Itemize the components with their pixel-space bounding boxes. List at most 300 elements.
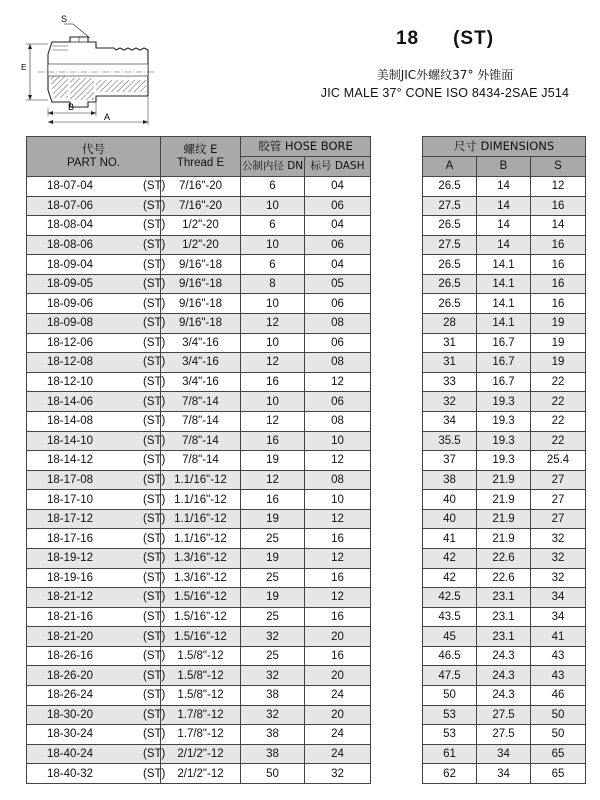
cell-gap <box>371 451 423 471</box>
cell-dn: 25 <box>241 646 305 666</box>
cell-b: 23.1 <box>477 588 531 608</box>
table-row <box>27 431 586 451</box>
cell-gap <box>371 588 423 608</box>
table-row <box>27 548 586 568</box>
cell-thread: 1.1/16"-12 <box>161 509 241 529</box>
cell-b: 16.7 <box>477 333 531 353</box>
part-suffix: (ST) <box>143 493 166 506</box>
cell-part-no <box>27 666 166 686</box>
cell-gap <box>371 509 423 529</box>
cell-part-no <box>27 177 166 197</box>
cell-dn: 16 <box>241 372 305 392</box>
table-row <box>27 353 586 373</box>
label-a: A <box>104 112 111 122</box>
cell-part-no <box>27 548 166 568</box>
table-row <box>27 177 586 197</box>
cell-part-no <box>27 725 166 745</box>
cell-dash: 08 <box>305 470 371 490</box>
part-suffix: (ST) <box>143 278 166 291</box>
cell-gap <box>371 490 423 510</box>
part-suffix: (ST) <box>143 650 166 663</box>
cell-thread: 1.7/8"-12 <box>161 705 241 725</box>
part-number: 18-07-04 <box>47 180 94 193</box>
table-row <box>27 314 586 334</box>
cell-dash: 16 <box>305 529 371 549</box>
cell-thread: 1.5/8"-12 <box>161 666 241 686</box>
cell-b: 21.9 <box>477 470 531 490</box>
cell-part-no <box>27 372 166 392</box>
cell-s: 43 <box>531 646 586 666</box>
part-number: 18-09-08 <box>47 317 94 330</box>
table-row <box>27 705 586 725</box>
header-gap <box>371 137 423 177</box>
cell-part-no <box>27 627 166 647</box>
cell-part-no <box>27 686 166 706</box>
cell-dash: 06 <box>305 196 371 216</box>
cell-a: 37 <box>423 451 477 471</box>
header-thread-cn: 螺纹 E <box>183 142 218 156</box>
part-number: 18-08-06 <box>47 239 94 252</box>
cell-b: 14.1 <box>477 314 531 334</box>
part-number: 18-12-06 <box>47 336 94 349</box>
cell-thread: 1.3/16"-12 <box>161 548 241 568</box>
cell-b: 14 <box>477 177 531 197</box>
part-suffix: (ST) <box>143 199 166 212</box>
cell-dash: 16 <box>305 568 371 588</box>
cell-a: 27.5 <box>423 196 477 216</box>
product-series: (ST) <box>453 28 495 49</box>
cell-gap <box>371 548 423 568</box>
cell-b: 19.3 <box>477 392 531 412</box>
cell-b: 23.1 <box>477 627 531 647</box>
cell-thread: 1.1/16"-12 <box>161 470 241 490</box>
title-block <box>300 28 590 100</box>
cell-b: 14.1 <box>477 274 531 294</box>
cell-dn: 19 <box>241 451 305 471</box>
cell-dash: 24 <box>305 725 371 745</box>
part-suffix: (ST) <box>143 376 166 389</box>
cell-dash: 04 <box>305 216 371 236</box>
cell-s: 16 <box>531 294 586 314</box>
cell-thread: 1.5/8"-12 <box>161 686 241 706</box>
part-number: 18-12-08 <box>47 356 94 369</box>
cell-b: 14.1 <box>477 255 531 275</box>
cell-a: 43.5 <box>423 607 477 627</box>
cell-b: 24.3 <box>477 646 531 666</box>
part-suffix: (ST) <box>143 591 166 604</box>
cell-dn: 10 <box>241 235 305 255</box>
cell-dash: 12 <box>305 372 371 392</box>
cell-gap <box>371 529 423 549</box>
cell-dn: 32 <box>241 705 305 725</box>
cell-dash: 06 <box>305 392 371 412</box>
cell-gap <box>371 764 423 784</box>
table-row <box>27 196 586 216</box>
cell-part-no <box>27 646 166 666</box>
cell-part-no <box>27 588 166 608</box>
cell-part-no <box>27 744 166 764</box>
cell-gap <box>371 392 423 412</box>
cell-a: 26.5 <box>423 177 477 197</box>
cell-thread: 7/8"-14 <box>161 411 241 431</box>
cell-a: 27.5 <box>423 235 477 255</box>
cell-b: 24.3 <box>477 686 531 706</box>
cell-dash: 16 <box>305 607 371 627</box>
part-number: 18-07-06 <box>47 199 94 212</box>
header-dn: 公制内径 DN <box>241 157 305 177</box>
part-number: 18-09-06 <box>47 297 94 310</box>
cell-s: 32 <box>531 529 586 549</box>
cell-b: 21.9 <box>477 509 531 529</box>
header-part-no <box>27 137 161 177</box>
cell-part-no <box>27 274 166 294</box>
cell-dash: 12 <box>305 509 371 529</box>
cell-s: 41 <box>531 627 586 647</box>
part-number: 18-09-04 <box>47 258 94 271</box>
cell-s: 22 <box>531 392 586 412</box>
table-row <box>27 686 586 706</box>
cell-thread: 1.1/16"-12 <box>161 529 241 549</box>
cell-dash: 12 <box>305 548 371 568</box>
cell-gap <box>371 470 423 490</box>
cell-dn: 50 <box>241 764 305 784</box>
part-suffix: (ST) <box>143 336 166 349</box>
table-row <box>27 509 586 529</box>
cell-thread: 7/8"-14 <box>161 392 241 412</box>
cell-a: 26.5 <box>423 294 477 314</box>
cell-thread: 1.5/16"-12 <box>161 607 241 627</box>
cell-part-no <box>27 764 166 784</box>
table-body <box>27 177 586 784</box>
part-suffix: (ST) <box>143 434 166 447</box>
cell-a: 35.5 <box>423 431 477 451</box>
cell-part-no <box>27 333 166 353</box>
cell-a: 40 <box>423 490 477 510</box>
table-row <box>27 451 586 471</box>
cell-part-no <box>27 451 166 471</box>
cell-b: 16.7 <box>477 353 531 373</box>
cell-part-no <box>27 431 166 451</box>
cell-s: 32 <box>531 548 586 568</box>
part-number: 18-21-20 <box>47 630 94 643</box>
header-part-no-cn: 代号 <box>82 142 105 156</box>
cell-gap <box>371 705 423 725</box>
part-number: 18-17-16 <box>47 532 94 545</box>
table-row <box>27 646 586 666</box>
fitting-drawing <box>18 4 158 126</box>
cell-a: 26.5 <box>423 216 477 236</box>
cell-s: 22 <box>531 372 586 392</box>
part-suffix: (ST) <box>143 767 166 780</box>
cell-dash: 12 <box>305 588 371 608</box>
cell-thread: 2/1/2"-12 <box>161 764 241 784</box>
cell-a: 46.5 <box>423 646 477 666</box>
part-suffix: (ST) <box>143 317 166 330</box>
cell-dn: 38 <box>241 744 305 764</box>
cell-b: 27.5 <box>477 725 531 745</box>
part-suffix: (ST) <box>143 415 166 428</box>
cell-b: 19.3 <box>477 451 531 471</box>
cell-thread: 1.5/16"-12 <box>161 588 241 608</box>
cell-s: 50 <box>531 705 586 725</box>
part-number: 18-14-10 <box>47 434 94 447</box>
table-row <box>27 372 586 392</box>
part-suffix: (ST) <box>143 454 166 467</box>
table-row <box>27 588 586 608</box>
cell-s: 46 <box>531 686 586 706</box>
subtitle-english: JIC MALE 37° CONE ISO 8434-2SAE J514 <box>320 86 570 100</box>
cell-s: 50 <box>531 725 586 745</box>
cell-s: 34 <box>531 588 586 608</box>
cell-dn: 10 <box>241 294 305 314</box>
cell-dash: 08 <box>305 353 371 373</box>
cell-a: 53 <box>423 725 477 745</box>
cell-s: 16 <box>531 255 586 275</box>
part-suffix: (ST) <box>143 297 166 310</box>
cell-b: 24.3 <box>477 666 531 686</box>
cell-s: 22 <box>531 431 586 451</box>
cell-gap <box>371 333 423 353</box>
part-number: 18-26-24 <box>47 689 94 702</box>
part-number: 18-30-20 <box>47 708 94 721</box>
cell-dash: 10 <box>305 490 371 510</box>
cell-dn: 12 <box>241 353 305 373</box>
cell-dash: 20 <box>305 666 371 686</box>
cell-s: 27 <box>531 490 586 510</box>
label-e: E <box>21 63 27 72</box>
part-number: 18-19-12 <box>47 552 94 565</box>
part-suffix: (ST) <box>143 728 166 741</box>
part-suffix: (ST) <box>143 669 166 682</box>
cell-gap <box>371 725 423 745</box>
product-code-number: 18 <box>395 28 420 49</box>
cell-a: 31 <box>423 353 477 373</box>
cell-dn: 25 <box>241 568 305 588</box>
part-suffix: (ST) <box>143 748 166 761</box>
cell-gap <box>371 177 423 197</box>
cell-s: 19 <box>531 353 586 373</box>
cell-b: 21.9 <box>477 529 531 549</box>
cell-dash: 20 <box>305 705 371 725</box>
cell-dn: 19 <box>241 588 305 608</box>
cell-dn: 32 <box>241 666 305 686</box>
cell-b: 19.3 <box>477 431 531 451</box>
header-thread-en: Thread E <box>176 157 225 169</box>
part-suffix: (ST) <box>143 571 166 584</box>
cell-part-no <box>27 196 166 216</box>
cell-a: 26.5 <box>423 274 477 294</box>
cell-thread: 7/16"-20 <box>161 196 241 216</box>
cell-s: 12 <box>531 177 586 197</box>
part-number: 18-40-32 <box>47 767 94 780</box>
cell-s: 27 <box>531 509 586 529</box>
part-number: 18-40-24 <box>47 748 94 761</box>
cell-gap <box>371 294 423 314</box>
cell-thread: 7/8"-14 <box>161 451 241 471</box>
cell-part-no <box>27 314 166 334</box>
label-s: S <box>61 14 68 24</box>
part-number: 18-26-20 <box>47 669 94 682</box>
cell-dn: 10 <box>241 392 305 412</box>
part-suffix: (ST) <box>143 356 166 369</box>
cell-gap <box>371 255 423 275</box>
cell-b: 22.6 <box>477 548 531 568</box>
cell-s: 22 <box>531 411 586 431</box>
cell-thread: 1/2"-20 <box>161 235 241 255</box>
table-row <box>27 744 586 764</box>
part-number: 18-21-12 <box>47 591 94 604</box>
table-row <box>27 627 586 647</box>
part-suffix: (ST) <box>143 708 166 721</box>
cell-dash: 04 <box>305 177 371 197</box>
cell-b: 19.3 <box>477 411 531 431</box>
cell-a: 42 <box>423 548 477 568</box>
cell-thread: 1/2"-20 <box>161 216 241 236</box>
cell-dn: 6 <box>241 255 305 275</box>
cell-b: 34 <box>477 764 531 784</box>
table-row <box>27 216 586 236</box>
cell-dn: 19 <box>241 548 305 568</box>
cell-a: 41 <box>423 529 477 549</box>
cell-gap <box>371 431 423 451</box>
cell-b: 23.1 <box>477 607 531 627</box>
table-row <box>27 725 586 745</box>
cell-dash: 04 <box>305 255 371 275</box>
cell-part-no <box>27 529 166 549</box>
part-number: 18-17-12 <box>47 513 94 526</box>
header-b: B <box>477 157 531 177</box>
cell-thread: 2/1/2"-12 <box>161 744 241 764</box>
cell-thread: 1.5/16"-12 <box>161 627 241 647</box>
cell-dash: 20 <box>305 627 371 647</box>
cell-dash: 24 <box>305 744 371 764</box>
part-number: 18-30-24 <box>47 728 94 741</box>
cell-gap <box>371 353 423 373</box>
table-row <box>27 666 586 686</box>
cell-a: 26.5 <box>423 255 477 275</box>
part-number: 18-08-04 <box>47 219 94 232</box>
cell-dash: 05 <box>305 274 371 294</box>
header-dimensions: 尺寸 DIMENSIONS <box>423 137 586 157</box>
cell-dn: 12 <box>241 314 305 334</box>
cell-s: 16 <box>531 196 586 216</box>
cell-dn: 25 <box>241 607 305 627</box>
cell-thread: 1.1/16"-12 <box>161 490 241 510</box>
cell-part-no <box>27 705 166 725</box>
cell-dash: 06 <box>305 235 371 255</box>
part-suffix: (ST) <box>143 473 166 486</box>
header-part-no-en: PART NO. <box>66 157 121 169</box>
cell-b: 27.5 <box>477 705 531 725</box>
cell-thread: 9/16"-18 <box>161 314 241 334</box>
cell-dn: 12 <box>241 470 305 490</box>
cell-a: 50 <box>423 686 477 706</box>
cell-gap <box>371 235 423 255</box>
part-suffix: (ST) <box>143 239 166 252</box>
cell-gap <box>371 314 423 334</box>
cell-dn: 25 <box>241 529 305 549</box>
cell-thread: 7/8"-14 <box>161 431 241 451</box>
cell-part-no <box>27 490 166 510</box>
cell-gap <box>371 627 423 647</box>
spec-table <box>26 136 586 784</box>
cell-dash: 12 <box>305 451 371 471</box>
cell-dn: 16 <box>241 431 305 451</box>
cell-thread: 7/16"-20 <box>161 177 241 197</box>
cell-thread: 1.5/8"-12 <box>161 646 241 666</box>
cell-a: 42 <box>423 568 477 588</box>
part-suffix: (ST) <box>143 180 166 193</box>
header-s: S <box>531 157 586 177</box>
cell-dash: 24 <box>305 686 371 706</box>
cell-gap <box>371 666 423 686</box>
cell-gap <box>371 216 423 236</box>
cell-dash: 16 <box>305 646 371 666</box>
cell-dn: 8 <box>241 274 305 294</box>
cell-dn: 32 <box>241 627 305 647</box>
cell-dash: 32 <box>305 764 371 784</box>
part-number: 18-09-05 <box>47 278 94 291</box>
part-suffix: (ST) <box>143 552 166 565</box>
table-row <box>27 255 586 275</box>
table-row <box>27 764 586 784</box>
cell-a: 33 <box>423 372 477 392</box>
table-row <box>27 568 586 588</box>
cell-a: 42.5 <box>423 588 477 608</box>
cell-a: 47.5 <box>423 666 477 686</box>
cell-part-no <box>27 255 166 275</box>
cell-s: 65 <box>531 744 586 764</box>
cell-part-no <box>27 470 166 490</box>
part-number: 18-26-16 <box>47 650 94 663</box>
cell-s: 19 <box>531 333 586 353</box>
header-hose-bore: 胶管 HOSE BORE <box>241 137 371 157</box>
cell-dn: 10 <box>241 196 305 216</box>
table-row <box>27 392 586 412</box>
cell-part-no <box>27 568 166 588</box>
cell-thread: 3/4"-16 <box>161 372 241 392</box>
part-suffix: (ST) <box>143 513 166 526</box>
cell-thread: 9/16"-18 <box>161 274 241 294</box>
part-suffix: (ST) <box>143 258 166 271</box>
cell-b: 14 <box>477 196 531 216</box>
part-number: 18-14-08 <box>47 415 94 428</box>
part-number: 18-21-16 <box>47 611 94 623</box>
cell-part-no <box>27 392 166 412</box>
cell-a: 34 <box>423 411 477 431</box>
cell-s: 14 <box>531 216 586 236</box>
part-number: 18-19-16 <box>47 571 94 584</box>
cell-a: 45 <box>423 627 477 647</box>
cell-gap <box>371 372 423 392</box>
table-row <box>27 411 586 431</box>
part-suffix: (ST) <box>143 219 166 232</box>
cell-thread: 9/16"-18 <box>161 294 241 314</box>
table-row <box>27 529 586 549</box>
cell-gap <box>371 411 423 431</box>
table-row <box>27 294 586 314</box>
cell-a: 32 <box>423 392 477 412</box>
table-row <box>27 274 586 294</box>
subtitle-chinese: 美制JIC外螺纹37° 外锥面 <box>376 68 514 82</box>
part-number: 18-12-10 <box>47 376 94 389</box>
part-suffix: (ST) <box>143 611 166 623</box>
cell-s: 19 <box>531 314 586 334</box>
cell-part-no <box>27 216 166 236</box>
header-thread <box>161 137 241 177</box>
part-suffix: (ST) <box>143 689 166 702</box>
cell-part-no <box>27 509 166 529</box>
